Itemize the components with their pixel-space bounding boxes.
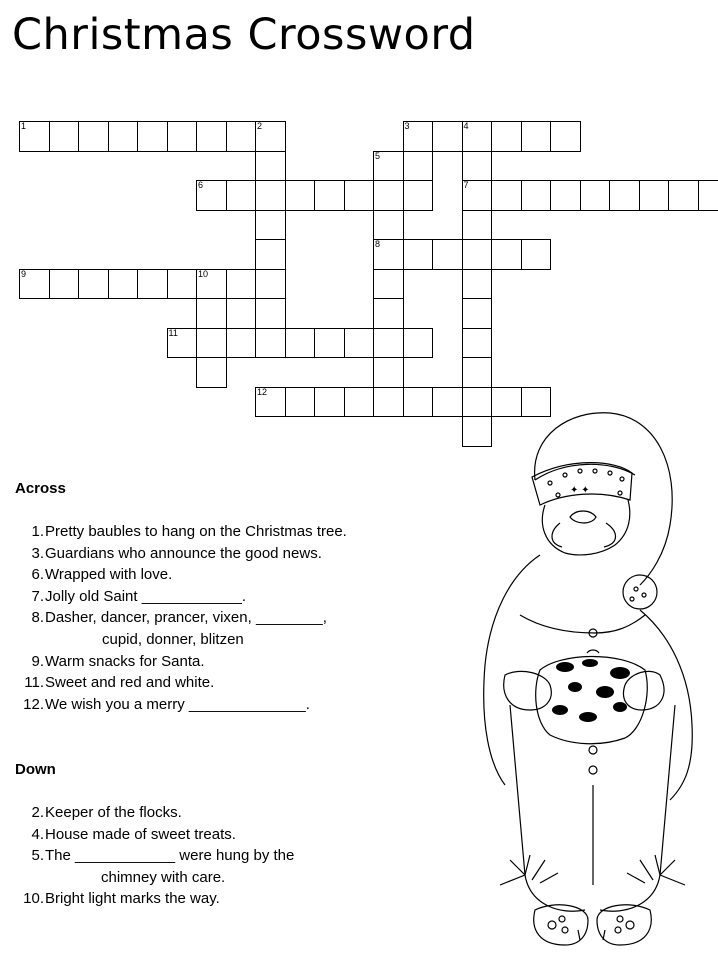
down-heading: Down (15, 761, 56, 778)
across-clue (15, 694, 347, 716)
grid-cell[interactable] (373, 151, 404, 182)
grid-cell[interactable] (373, 328, 404, 359)
grid-cell[interactable] (580, 180, 611, 211)
cell-number: 11 (168, 327, 178, 338)
cell-number: 7 (463, 180, 469, 190)
cell-number: 3 (404, 121, 410, 131)
clue-number: 9. (31, 652, 44, 670)
across-clue (15, 607, 347, 629)
grid-cell[interactable] (137, 121, 168, 152)
grid-cell[interactable] (137, 269, 168, 300)
grid-cell[interactable] (462, 121, 493, 152)
grid-cell[interactable] (491, 121, 522, 152)
grid-cell[interactable] (285, 180, 316, 211)
clue-text: Bright light marks the way. (45, 890, 220, 908)
clue-number: 10. (23, 890, 44, 908)
grid-cell[interactable] (609, 180, 640, 211)
grid-cell[interactable] (49, 121, 80, 152)
grid-cell[interactable] (255, 210, 286, 241)
clue-number: 11. (24, 674, 44, 692)
grid-cell[interactable] (19, 121, 50, 152)
grid-cell[interactable] (462, 298, 493, 329)
across-clue (15, 586, 347, 608)
grid-cell[interactable] (462, 151, 493, 182)
down-clue (15, 867, 294, 889)
grid-cell[interactable] (167, 121, 198, 152)
grid-cell[interactable] (462, 357, 493, 388)
across-clue (15, 543, 347, 565)
grid-cell[interactable] (108, 121, 139, 152)
down-clue (15, 888, 294, 910)
clue-number: 5. (31, 847, 44, 865)
puzzle-title: Christmas Crossword (12, 10, 476, 60)
across-clue (15, 629, 347, 651)
grid-cell[interactable] (698, 180, 718, 211)
clue-text: Warm snacks for Santa. (45, 652, 205, 670)
clue-number (15, 867, 44, 889)
grid-cell[interactable] (550, 180, 581, 211)
grid-cell[interactable] (521, 121, 552, 152)
grid-cell[interactable] (19, 269, 50, 300)
grid-cell[interactable] (373, 239, 404, 270)
across-clue-list (15, 521, 347, 715)
cell-number: 9 (21, 268, 27, 279)
cell-number: 8 (375, 239, 381, 249)
clue-number (15, 629, 44, 651)
grid-cell[interactable] (255, 269, 286, 300)
clue-text: Guardians who announce the good news. (45, 544, 322, 562)
grid-cell[interactable] (226, 180, 257, 211)
grid-cell[interactable] (285, 328, 316, 359)
grid-cell[interactable] (196, 328, 227, 359)
clue-text: Dasher, dancer, prancer, vixen, ________, (45, 609, 327, 627)
clue-number: 12. (23, 695, 44, 713)
grid-cell[interactable] (344, 328, 375, 359)
grid-cell[interactable] (403, 151, 434, 182)
grid-cell[interactable] (639, 180, 670, 211)
cell-number: 5 (375, 150, 381, 161)
clue-number: 1. (31, 523, 44, 540)
across-heading: Across (15, 480, 66, 497)
grid-cell[interactable] (403, 328, 434, 359)
clue-number: 7. (31, 587, 44, 605)
grid-cell[interactable] (550, 121, 581, 152)
grid-cell[interactable] (373, 210, 404, 241)
grid-cell[interactable] (196, 298, 227, 329)
clue-number: 3. (31, 544, 44, 562)
down-clue (15, 845, 294, 867)
grid-cell[interactable] (521, 180, 552, 211)
grid-cell[interactable] (255, 239, 286, 270)
clue-text: Keeper of the flocks. (45, 804, 182, 821)
clue-number: 6. (31, 566, 44, 584)
grid-cell[interactable] (373, 269, 404, 300)
grid-cell[interactable] (49, 269, 80, 300)
clue-text: cupid, donner, blitzen (102, 630, 244, 648)
grid-cell[interactable] (255, 387, 286, 418)
cell-number: 6 (198, 180, 204, 190)
grid-cell[interactable] (432, 121, 463, 152)
clue-text: We wish you a merry ______________. (45, 695, 310, 713)
grid-cell[interactable] (432, 239, 463, 270)
grid-cell[interactable] (462, 180, 493, 211)
cell-number: 2 (257, 121, 263, 131)
crossword-grid (20, 122, 700, 448)
grid-cell[interactable] (521, 239, 552, 270)
grid-cell[interactable] (196, 357, 227, 388)
grid-cell[interactable] (462, 239, 493, 270)
cell-number: 12 (257, 386, 268, 397)
grid-cell[interactable] (344, 387, 375, 418)
grid-cell[interactable] (491, 180, 522, 211)
grid-cell[interactable] (462, 269, 493, 300)
clue-text: Sweet and red and white. (45, 674, 215, 692)
grid-cell[interactable] (403, 239, 434, 270)
cell-number: 4 (463, 121, 469, 131)
clue-number: 2. (31, 804, 44, 821)
cell-number: 10 (198, 268, 209, 279)
grid-cell[interactable] (108, 269, 139, 300)
grid-cell[interactable] (78, 121, 109, 152)
grid-cell[interactable] (196, 180, 227, 211)
grid-cell[interactable] (196, 269, 227, 300)
grid-cell[interactable] (314, 328, 345, 359)
grid-cell[interactable] (403, 387, 434, 418)
grid-cell[interactable] (314, 387, 345, 418)
grid-cell[interactable] (255, 180, 286, 211)
across-clue (15, 672, 347, 694)
grid-cell[interactable] (403, 180, 434, 211)
grid-cell[interactable] (167, 269, 198, 300)
across-clue (15, 651, 347, 673)
grid-cell[interactable] (255, 328, 286, 359)
grid-cell[interactable] (255, 298, 286, 329)
clue-text: The ____________ were hung by the (45, 847, 295, 865)
grid-cell[interactable] (373, 298, 404, 329)
down-clue (15, 824, 294, 846)
clue-text: Pretty baubles to hang on the Christmas tree. (45, 523, 347, 540)
grid-cell[interactable] (373, 357, 404, 388)
grid-cell[interactable] (285, 387, 316, 418)
grid-cell[interactable] (668, 180, 699, 211)
across-clue (15, 521, 347, 543)
grid-cell[interactable] (226, 121, 257, 152)
grid-cell[interactable] (314, 180, 345, 211)
grid-cell[interactable] (78, 269, 109, 300)
clue-number: 8. (31, 609, 44, 627)
grid-cell[interactable] (226, 328, 257, 359)
grid-cell[interactable] (167, 328, 198, 359)
clue-text: House made of sweet treats. (45, 825, 236, 843)
grid-cell[interactable] (462, 328, 493, 359)
clue-text: Wrapped with love. (45, 566, 173, 584)
down-clue (15, 802, 294, 824)
grid-cell[interactable] (462, 210, 493, 241)
santa-illustration (470, 405, 715, 950)
grid-cell[interactable] (255, 121, 286, 152)
grid-cell[interactable] (344, 180, 375, 211)
grid-cell[interactable] (196, 121, 227, 152)
clue-text: Jolly old Saint ____________. (45, 587, 246, 605)
clue-number: 4. (31, 825, 44, 843)
grid-cell[interactable] (432, 387, 463, 418)
clue-text: chimney with care. (101, 868, 226, 886)
grid-cell[interactable] (373, 387, 404, 418)
grid-cell[interactable] (226, 269, 257, 300)
grid-cell[interactable] (255, 151, 286, 182)
cell-number: 1 (21, 121, 27, 131)
grid-cell[interactable] (403, 121, 434, 152)
grid-cell[interactable] (491, 239, 522, 270)
across-clue (15, 564, 347, 586)
down-clue-list (15, 802, 294, 910)
grid-cell[interactable] (373, 180, 404, 211)
svg-text:✦ ✦: ✦ ✦ (570, 485, 590, 496)
